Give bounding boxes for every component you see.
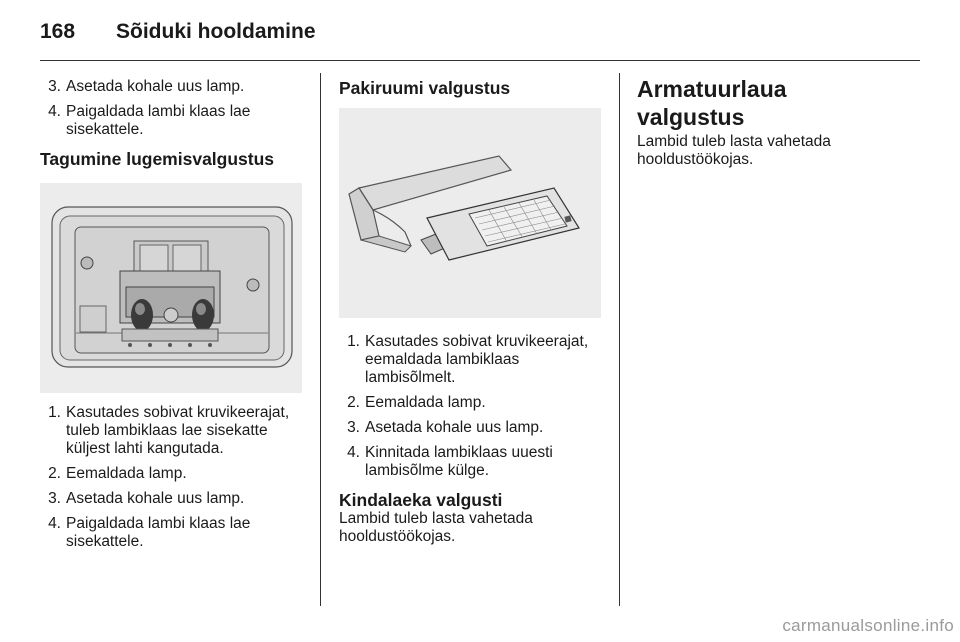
list-item: 3. Asetada kohale uus lamp. xyxy=(347,419,544,436)
list-item: 3. Asetada kohale uus lamp. xyxy=(48,490,245,507)
page-number: 168 xyxy=(40,20,76,43)
trunk-light-steps xyxy=(339,333,601,480)
rear-reading-light-steps xyxy=(40,404,302,551)
column-right xyxy=(637,73,899,169)
list-item: 1. Kasutades sobivat kruvikeerajat, eemaldada lambiklaas lambisõlmelt. xyxy=(347,333,589,386)
page-header xyxy=(40,20,316,52)
section-title-trunk-light: Pakiruumi valgustus xyxy=(339,78,511,98)
column-left xyxy=(40,73,302,558)
footer-watermark: carmanualsonline.info xyxy=(782,616,954,635)
list-item: 1. Kasutades sobivat kruvikeerajat, tuleb lambiklaas lae sisekatte küljest lahti kangutada. xyxy=(48,404,290,457)
trunk-light-drawing xyxy=(339,108,601,318)
section-title-rear-reading-light: Tagumine lugemisvalgustus xyxy=(40,149,275,169)
chapter-title: Sõiduki hooldamine xyxy=(116,20,316,43)
column-divider-2 xyxy=(619,73,620,606)
list-item: 4. Paigaldada lambi klaas lae sisekattele. xyxy=(48,515,251,550)
list-item: 4. Kinnitada lambiklaas uuesti lambisõlme külge. xyxy=(347,444,553,479)
list-item: 3. Asetada kohale uus lamp. xyxy=(48,78,245,95)
continued-steps-list xyxy=(40,78,302,139)
list-item: 2. Eemaldada lamp. xyxy=(347,394,486,411)
list-item: 4. Paigaldada lambi klaas lae sisekattele. xyxy=(48,103,251,138)
section-title-dashboard-lighting: Armatuurlaua valgustus xyxy=(637,76,787,130)
column-divider-1 xyxy=(320,73,321,606)
rear-reading-light-drawing xyxy=(40,183,302,393)
section-title-glovebox-light: Kindalaeka valgusti xyxy=(339,490,503,510)
header-divider xyxy=(40,60,920,61)
glovebox-light-text: Lambid tuleb lasta vahetada hooldustöökojas. xyxy=(339,510,533,545)
list-item: 2. Eemaldada lamp. xyxy=(48,465,187,482)
dashboard-lighting-text: Lambid tuleb lasta vahetada hooldustöökojas. xyxy=(637,133,831,168)
trunk-light-illustration xyxy=(339,108,601,318)
rear-reading-light-illustration xyxy=(40,183,302,393)
column-middle xyxy=(339,73,601,546)
